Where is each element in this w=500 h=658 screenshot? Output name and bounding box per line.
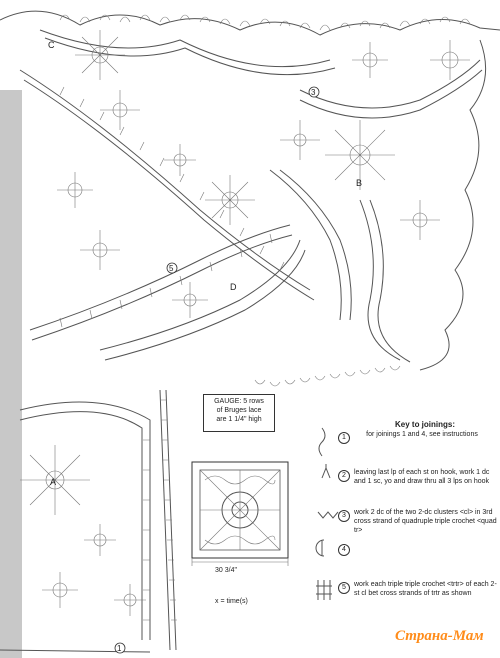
braid-strands — [20, 30, 482, 650]
gauge-line-2: of Bruges lace — [216, 407, 262, 414]
num-1-text: 1 — [117, 644, 122, 653]
key-badge-1: 1 — [338, 432, 350, 444]
joining-5-symbol — [316, 580, 332, 600]
motif-square — [192, 462, 288, 566]
key-badge-5: 5 — [338, 582, 350, 594]
bottom-border — [0, 650, 150, 652]
num-3-text: 3 — [311, 88, 316, 97]
gauge-line-3: are 1 1/4" high — [216, 416, 262, 423]
left-grey-band — [0, 90, 22, 658]
x-definition: x = time(s) — [215, 598, 248, 605]
label-c: C — [48, 40, 55, 50]
num-marker-3 — [309, 87, 319, 97]
key-badge-3: 3 — [338, 510, 350, 522]
key-subtitle: for joinings 1 and 4, see instructions — [366, 431, 478, 438]
joining-2-symbol — [322, 464, 330, 478]
right-scallop-border — [420, 40, 486, 370]
motif-dimension: 30 3/4" — [215, 567, 237, 574]
key-desc-2: leaving last lp of each st on hook, work 1 dc and 1 sc, yo and draw thru all 3 lps on hook — [354, 469, 490, 485]
label-b: B — [356, 178, 363, 188]
site-watermark: Страна-Мам — [395, 628, 484, 644]
label-d: D — [230, 282, 237, 292]
key-badge-2: 2 — [338, 470, 350, 482]
label-a: A — [50, 477, 57, 487]
key-symbols — [316, 428, 338, 600]
num-5-text: 5 — [169, 264, 174, 273]
gauge-box — [203, 394, 275, 432]
picot-loops — [60, 15, 470, 386]
gauge-line-1: GAUGE: 5 rows — [214, 398, 264, 405]
key-badge-4: 4 — [338, 544, 350, 556]
top-scallop-border — [0, 11, 500, 35]
joining-4-symbol — [316, 540, 324, 556]
joining-3-symbol — [318, 512, 338, 518]
key-desc-3: work 2 dc of the two 2-dc clusters <cl> in 3rd cross strand of quadruple triple crochet <quad tr> — [354, 509, 497, 534]
num-marker-1 — [115, 643, 125, 653]
key-desc-5: work each triple triple crochet <trtr> of each 2-st cl bet cross strands of trtr as shown — [354, 581, 497, 597]
num-marker-5 — [167, 263, 177, 273]
key-title: Key to joinings: — [395, 420, 455, 429]
joining-1-symbol — [319, 428, 325, 456]
